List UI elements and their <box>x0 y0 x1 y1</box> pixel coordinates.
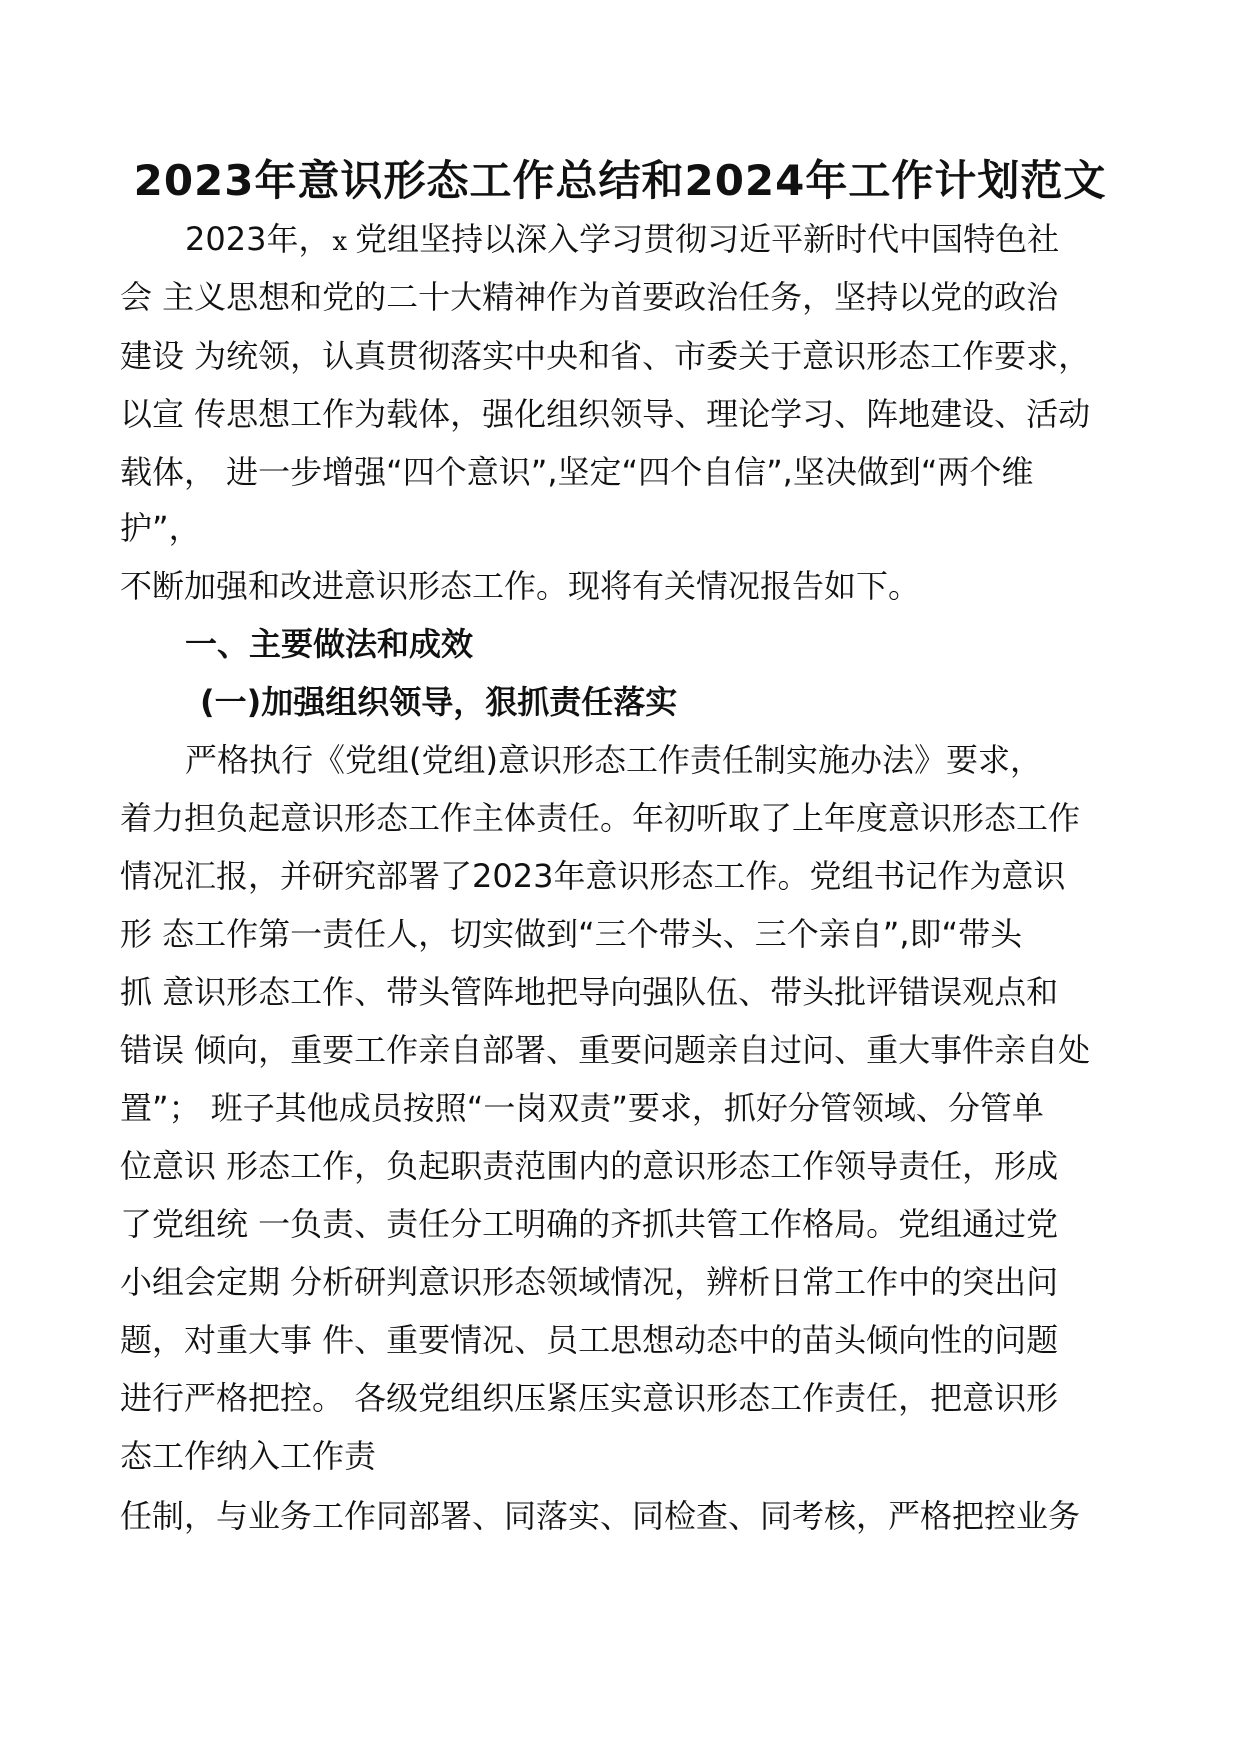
body-line: 错误 倾向，重要工作亲自部署、重要问题亲自过问、重大事件亲自处 <box>120 1031 1091 1069</box>
intro-line-2: 会 主义思想和党的二十大精神作为首要政治任务，坚持以党的政治 <box>120 278 1059 316</box>
intro-line-1-start: 2023年， <box>185 220 331 258</box>
intro-line-7: 不断加强和改进意识形态工作。现将有关情况报告如下。 <box>120 567 921 605</box>
section-heading-1: 一、主要做法和成效 <box>185 625 474 663</box>
body-line: 着力担负起意识形态工作主体责任。年初听取了上年度意识形态工作 <box>120 799 1081 837</box>
placeholder-x: x <box>332 227 348 257</box>
intro-line-5: 载体， 进一步增强“四个意识”,坚定“四个自信”,坚决做到“两个维 <box>120 453 1034 491</box>
body-line: 位意识 形态工作，负起职责范围内的意识形态工作领导责任，形成 <box>120 1147 1059 1185</box>
body-line: 态工作纳入工作责 <box>120 1437 377 1475</box>
intro-line-1 <box>185 216 1059 265</box>
body-line: 任制，与业务工作同部署、同落实、同检查、同考核，严格把控业务 <box>120 1497 1081 1535</box>
body-line: 形 态工作第一责任人，切实做到“三个带头、三个亲自”,即“带头 <box>120 915 1023 953</box>
body-line: 了党组统 一负责、责任分工明确的齐抓共管工作格局。党组通过党 <box>120 1205 1059 1243</box>
document-title: 2023年意识形态工作总结和2024年工作计划范文 <box>133 156 1107 205</box>
intro-line-1-end: 党组坚持以深入学习贯彻习近平新时代中国特色社 <box>355 220 1060 258</box>
body-line: 进行严格把控。 各级党组织压紧压实意识形态工作责任，把意识形 <box>120 1379 1059 1417</box>
body-line: 严格执行《党组(党组)意识形态工作责任制实施办法》要求， <box>185 741 1042 779</box>
intro-line-6: 护”， <box>120 509 201 547</box>
body-line: 小组会定期 分析研判意识形态领域情况，辨析日常工作中的突出问 <box>120 1263 1059 1301</box>
intro-line-3: 建设 为统领，认真贯彻落实中央和省、市委关于意识形态工作要求， <box>120 337 1091 375</box>
body-line: 置”； 班子其他成员按照“一岗双责”要求，抓好分管领域、分管单 <box>120 1089 1044 1127</box>
body-line: 情况汇报，并研究部署了2023年意识形态工作。党组书记作为意识 <box>120 857 1066 895</box>
subsection-heading-1: (一)加强组织领导，狠抓责任落实 <box>200 683 678 721</box>
body-line: 抓 意识形态工作、带头管阵地把导向强队伍、带头批评错误观点和 <box>120 973 1059 1011</box>
body-line: 题，对重大事 件、重要情况、员工思想动态中的苗头倾向性的问题 <box>120 1321 1059 1359</box>
intro-line-4: 以宣 传思想工作为载体，强化组织领导、理论学习、阵地建设、活动 <box>120 395 1091 433</box>
